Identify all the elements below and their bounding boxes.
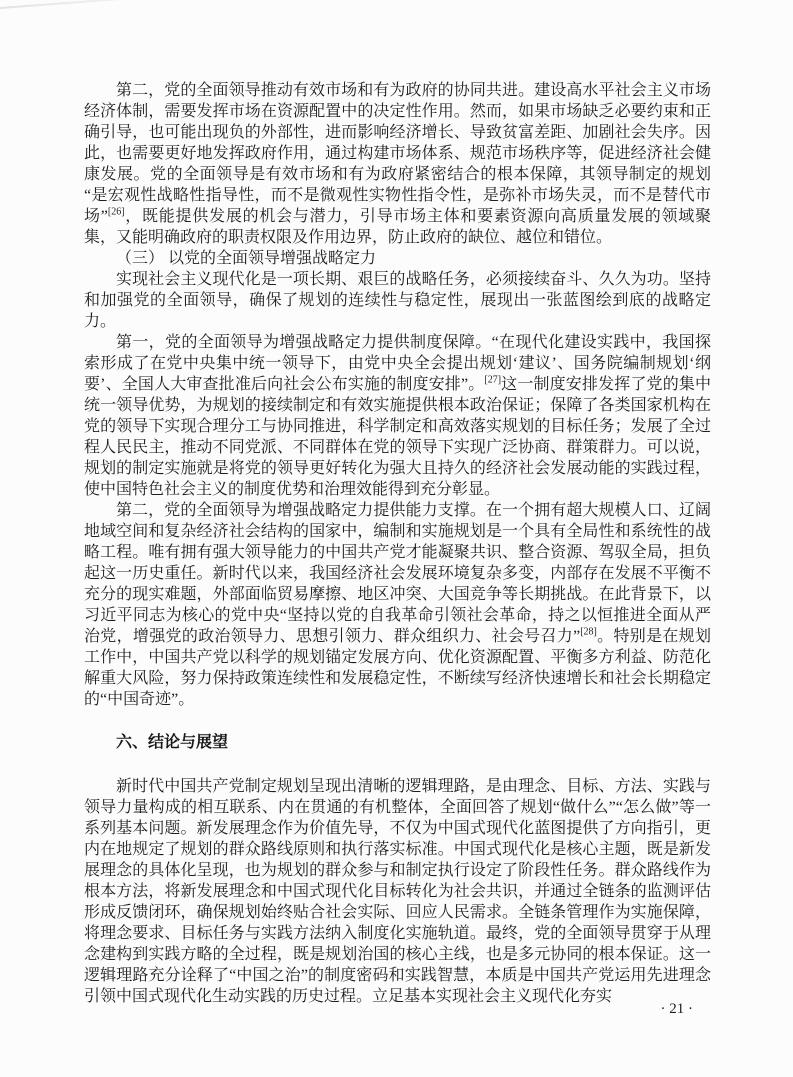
section-subheading: （三） 以党的全面领导增强战略定力	[116, 250, 377, 267]
scan-artifact-line	[0, 0, 172, 9]
citation-ref: [28]	[580, 626, 597, 638]
paragraph: 第一，党的全面领导为增强战略定力提供制度保障。“在现代化建设实践中，我国探索形成了在党中央集中统一领导下，由党中央全会提出规划‘建议’、国务院编制规划‘纲要’、全国人大审查批准后向社会公布实施的制度安排”。[27]这一制度安排发挥了党的集中统一领导优势，为规划的接续制定和有效实施提供根本政治保证；保障了各类国家机构在党的领导下实现合理分工与协同推进，科学制定和高效落实规划的目标任务；发展了全过程人民民主，推动不同党派、不同群体在党的领导下实现广泛协商、群策群力。可以说，规划的制定实施就是将党的领导更好转化为强大且持久的经济社会发展动能的实践过程，使中国特色社会主义的制度优势和治理效能得到充分彰显。	[84, 334, 711, 498]
citation-ref: [26]	[107, 206, 125, 218]
paragraph: 新时代中国共产党制定规划呈现出清晰的逻辑理路，是由理念、目标、方法、实践与领导力量构成的相互联系、内在贯通的有机整体，全面回答了规划“做什么”“怎么做”等一系列基本问题。新发展理念作为价值先导，不仅为中国式现代化蓝图提供了方向指引，更内在地规定了规划的群众路线原则和执行落实标准。中国式现代化是核心主题，既是新发展理念的具体化呈现，也为规划的群众参与和制定执行设定了阶段性任务。群众路线作为根本方法，将新发展理念和中国式现代化目标转化为社会共识，并通过全链条的监测评估形成反馈闭环，确保规划始终贴合社会实际、回应人民需求。全链条管理作为实施保障，将理念要求、目标任务与实践方法纳入制度化实施轨道。最终，党的全面领导贯穿于从理念建构到实践方略的全过程，既是规划治国的核心主线，也是多元协同的根本保证。这一逻辑理路充分诠释了“中国之治”的制度密码和实践智慧，本质是中国共产党运用先进理念引领中国式现代化生动实践的历史过程。立足基本实现社会主义现代化夯实	[84, 778, 711, 1005]
paragraph: 第二，党的全面领导为增强战略定力提供能力支撑。在一个拥有超大规模人口、辽阔地域空间和复杂经济社会结构的国家中，编制和实施规划是一个具有全局性和系统性的战略工程。唯有拥有强大领导能力的中国共产党才能凝聚共识、整合资源、驾驭全局，担负起这一历史重任。新时代以来，我国经济社会发展环境复杂多变，内部存在发展不平衡不充分的现实难题，外部面临贸易摩擦、地区冲突、大国竞争等长期挑战。在此背景下，以习近平同志为核心的党中央“坚持以党的自我革命引领社会革命，持之以恒推进全面从严治党，增强党的政治领导力、思想引领力、群众组织力、社会号召力”[28]。特别是在规划工作中，中国共产党以科学的规划锚定发展方向、优化资源配置、平衡多方利益、防范化解重大风险，努力保持政策连续性和发展稳定性，不断续写经济快速增长和社会长期稳定的“中国奇迹”。	[84, 502, 711, 708]
paragraph: 实现社会主义现代化是一项长期、艰巨的战略任务，必须接续奋斗、久久为功。坚持和加强党的全面领导，确保了规划的连续性与稳定性，展现出一张蓝图绘到底的战略定力。	[84, 271, 711, 330]
paragraph: 第二，党的全面领导推动有效市场和有为政府的协同共进。建设高水平社会主义市场经济体制，需要发挥市场在资源配置中的决定性作用。然而，如果市场缺乏必要约束和正确引导，也可能出现负的外部性，进而影响经济增长、导致贫富差距、加剧社会失序。因此，也需要更好地发挥政府作用，通过构建市场体系、规范市场秩序等，促进经济社会健康发展。党的全面领导是有效市场和有为政府紧密结合的根本保障，其领导制定的规划“是宏观性战略性指导性，而不是微观性实物性指令性，是弥补市场失灵，而不是替代市场”[26]，既能提供发展的机会与潜力，引导市场主体和要素资源向高质量发展的领域聚集，又能明确政府的职责权限及作用边界，防止政府的缺位、越位和错位。	[84, 82, 711, 246]
citation-ref: [27]	[484, 374, 502, 386]
text-block	[84, 80, 711, 1007]
page-number: · 21 ·	[660, 1001, 693, 1017]
section-heading: 六、结论与展望	[116, 734, 229, 751]
